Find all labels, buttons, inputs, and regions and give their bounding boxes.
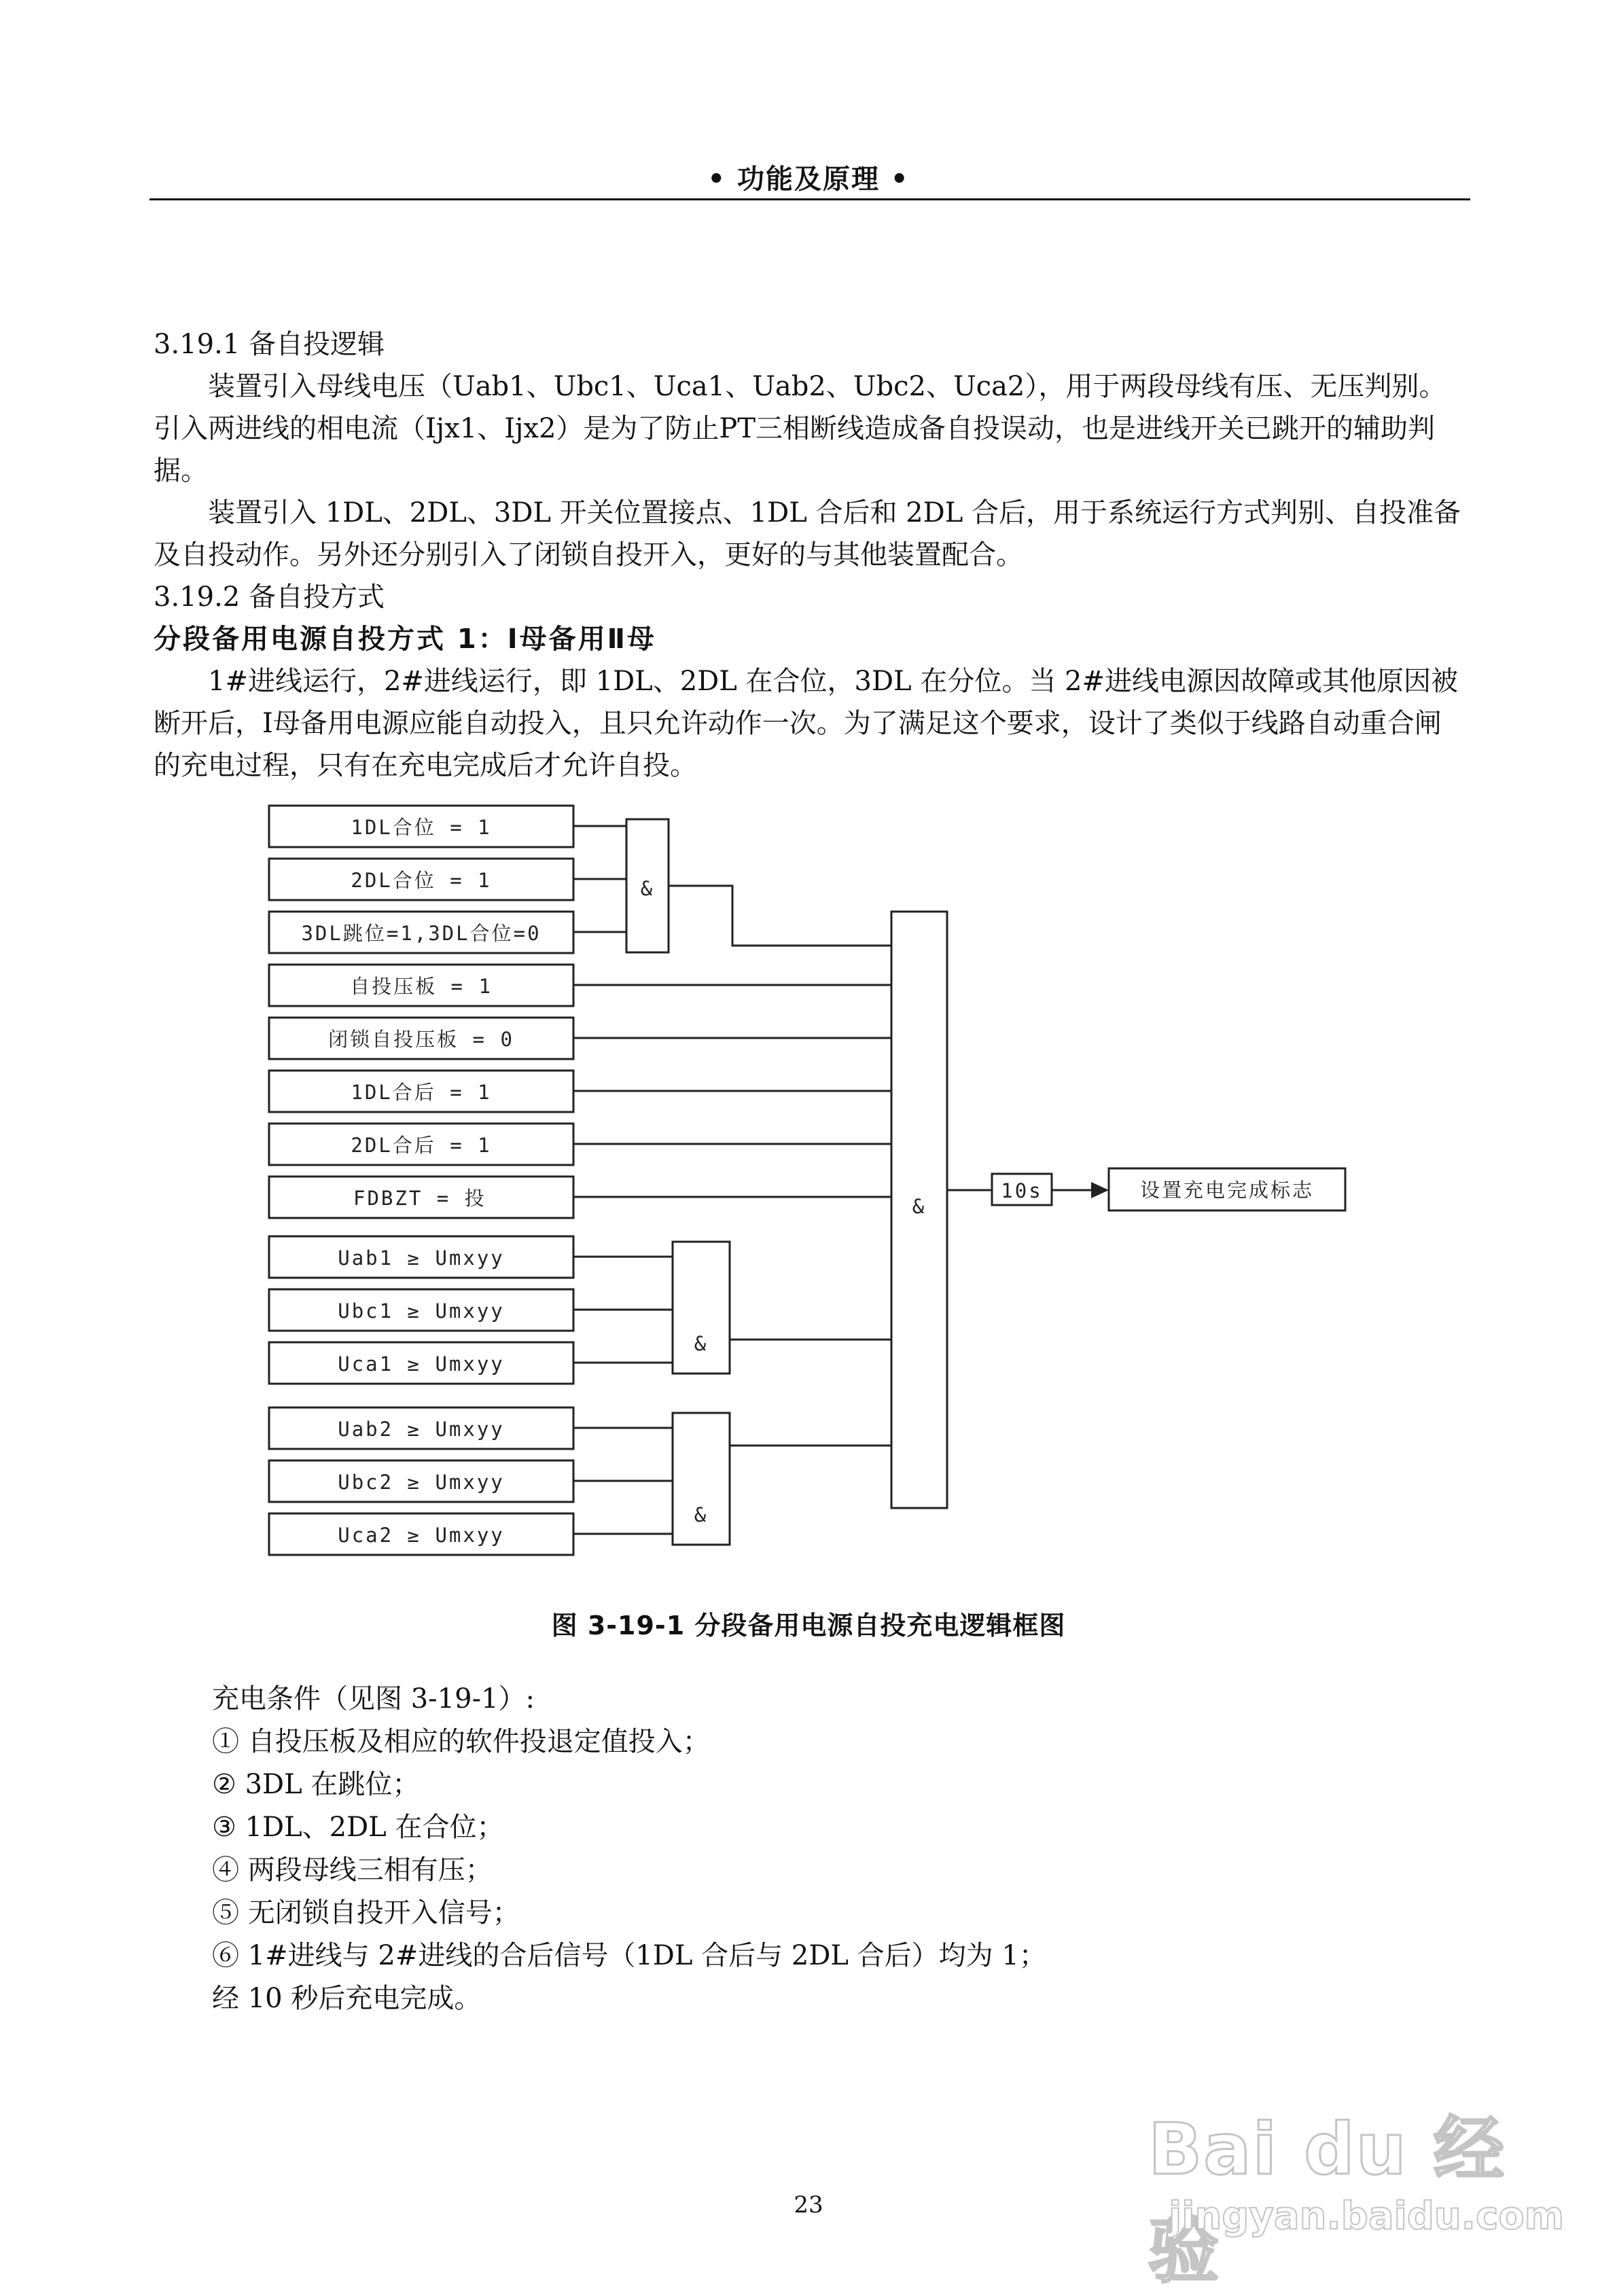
- section-heading-3-19-1: 3.19.1 备自投逻辑: [154, 329, 385, 360]
- paragraph-bus-voltage: 装置引入母线电压（Uab1、Ubc1、Uca1、Uab2、Ubc2、Uca2），用于两段母线有压、无压判别。引入两进线的相电流（Ijx1、Ijx2）是为了防止PT三相断线造成备自投误动，也是进线开关已跳开的辅助判据。: [154, 371, 1446, 486]
- paragraph-mode-description: 1#进线运行，2#进线运行，即 1DL、2DL 在合位，3DL 在分位。当 2#进线电源因故障或其他原因被断开后，Ⅰ母备用电源应能自动投入，且只允许动作一次。为了满足这个要求，设计了类似于线路自动重合闸的充电过程，只有在充电完成后才允许自投。: [154, 666, 1458, 781]
- condition-item: ① 自投压板及相应的软件投退定值投入；: [212, 1726, 710, 1757]
- input-uca1: Uca1 ≥ Umxyy: [338, 1352, 505, 1376]
- condition-item: ⑤ 无闭锁自投开入信号；: [212, 1897, 520, 1929]
- condition-item: ④ 两段母线三相有压；: [212, 1854, 493, 1886]
- input-uca2: Uca2 ≥ Umxyy: [338, 1524, 505, 1547]
- timer-10s: 10s: [1001, 1179, 1043, 1202]
- conditions-outro: 经 10 秒后充电完成。: [212, 1983, 482, 2014]
- baidu-jingyan-watermark: [1148, 2092, 1565, 2293]
- input-ubc1: Ubc1 ≥ Umxyy: [338, 1299, 505, 1323]
- input-3dl-position: 3DL跳位=1,3DL合位=0: [301, 922, 541, 945]
- section-heading-3-19-2: 3.19.2 备自投方式: [154, 581, 385, 613]
- and-gate-1-label: &: [640, 877, 655, 900]
- condition-item: ③ 1DL、2DL 在合位；: [212, 1812, 504, 1843]
- watermark-logo: Bai du 经验: [1148, 2108, 1506, 2293]
- paragraph-switch-contacts: 装置引入 1DL、2DL、3DL 开关位置接点、1DL 合后和 2DL 合后，用于系统运行方式判别、自投准备及自投动作。另外还分别引入了闭锁自投开入，更好的与其他装置配合。: [154, 497, 1461, 571]
- input-uab1: Uab1 ≥ Umxyy: [338, 1246, 505, 1270]
- and-gate-main-label: &: [912, 1195, 927, 1218]
- input-1dl-closed: 1DL合位 = 1: [351, 816, 492, 839]
- input-fdbzt: FDBZT = 投: [353, 1187, 486, 1210]
- page-number: 23: [794, 2191, 823, 2219]
- input-auto-switch-plate: 自投压板 = 1: [350, 975, 493, 998]
- condition-item: ② 3DL 在跳位；: [212, 1769, 420, 1800]
- input-ubc2: Ubc2 ≥ Umxyy: [338, 1471, 505, 1494]
- and-gate-2-label: &: [694, 1332, 709, 1355]
- input-2dl-after-close: 2DL合后 = 1: [351, 1134, 492, 1157]
- mode-heading: 分段备用电源自投方式 1：Ⅰ母备用Ⅱ母: [154, 624, 656, 655]
- and-gate-3-label: &: [694, 1503, 709, 1526]
- figure-caption: 图 3-19-1 分段备用电源自投充电逻辑框图: [551, 1611, 1066, 1640]
- input-uab2: Uab2 ≥ Umxyy: [338, 1418, 505, 1441]
- input-1dl-after-close: 1DL合后 = 1: [351, 1081, 492, 1104]
- page-header-title: • 功能及原理 •: [707, 164, 910, 195]
- watermark-url: jingyan.baidu.com: [1169, 2194, 1565, 2238]
- conditions-intro: 充电条件（见图 3-19-1）:: [212, 1683, 535, 1715]
- output-charge-complete-flag: 设置充电完成标志: [1139, 1179, 1315, 1202]
- input-2dl-closed: 2DL合位 = 1: [351, 869, 492, 892]
- input-block-plate: 闭锁自投压板 = 0: [328, 1028, 514, 1051]
- condition-item: ⑥ 1#进线与 2#进线的合后信号（1DL 合后与 2DL 合后）均为 1；: [212, 1940, 1046, 1971]
- charging-conditions: [212, 1678, 1046, 2020]
